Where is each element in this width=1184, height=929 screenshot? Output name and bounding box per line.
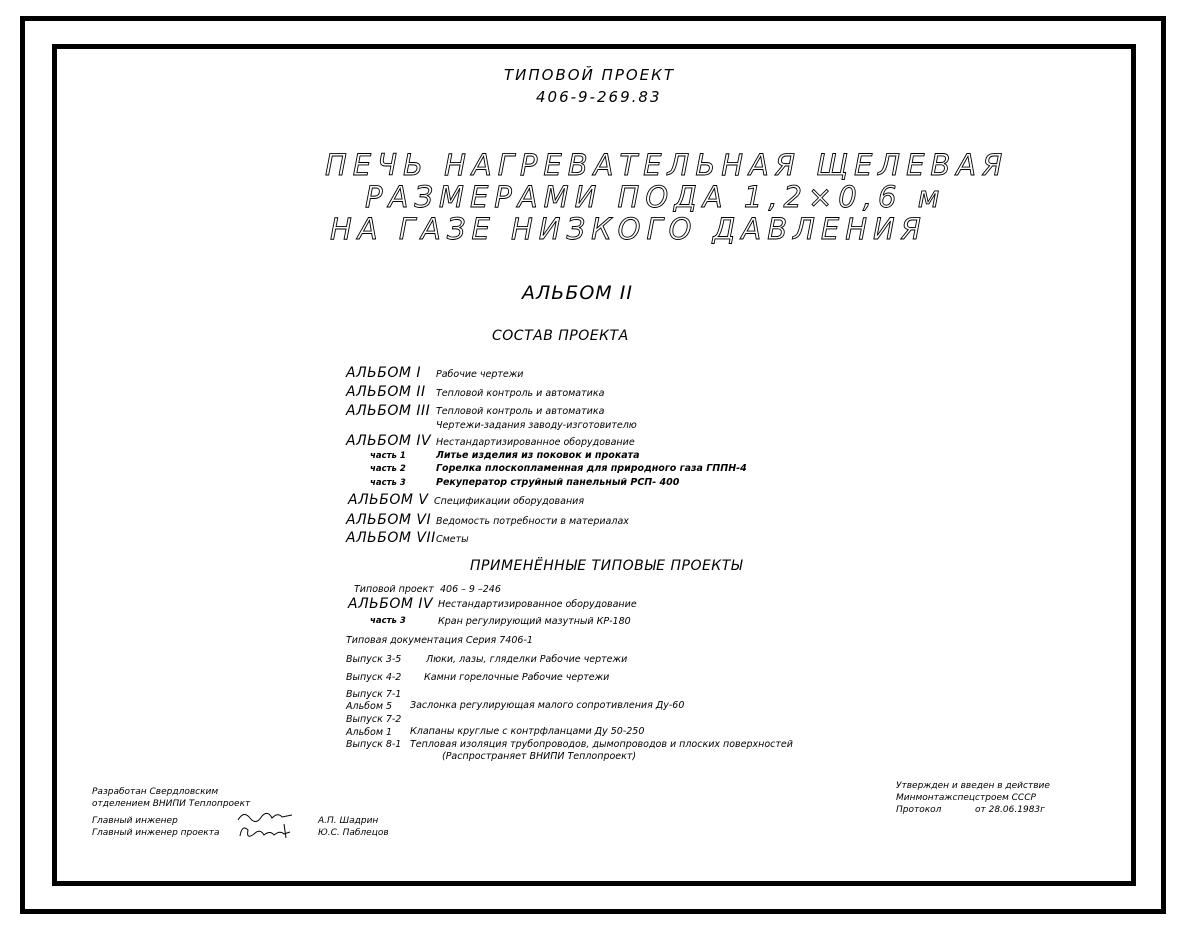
applied-part-label: часть 3 <box>370 616 406 626</box>
issue-8-1: Выпуск 8-1 <box>346 739 402 750</box>
issue-8-1-text: Тепловая изоляция трубопроводов, дымопроводов и плоских поверхностей <box>410 739 793 750</box>
name-chief-engineer: А.П. Шадрин <box>318 816 379 826</box>
applied-typical-label: Типовой проект <box>354 584 434 595</box>
album-5-text: Спецификации оборудования <box>434 496 585 507</box>
album-5-label: АЛЬБОМ V <box>348 492 429 508</box>
issue-3-5-label: Выпуск 3-5 <box>346 654 402 665</box>
applied-heading: ПРИМЕНЁННЫЕ ТИПОВЫЕ ПРОЕКТЫ <box>470 558 743 574</box>
title-line-3: НА ГАЗЕ НИЗКОГО ДАВЛЕНИЯ <box>330 212 927 246</box>
applied-album-text: Нестандартизированное оборудование <box>438 599 637 610</box>
album-4-part-3-label: часть 3 <box>370 478 406 488</box>
album-3-text-2: Чертежи-задания заводу-изготовителю <box>436 420 637 431</box>
album-4-part-3-text: Рекуператор струйный панельный РСП- 400 <box>436 477 680 488</box>
album-4-part-1-label: часть 1 <box>370 451 406 461</box>
distribution-note: (Распространяет ВНИПИ Теплопроект) <box>442 751 637 762</box>
protocol-label: Протокол <box>896 805 942 815</box>
album-5-ref: Альбом 5 <box>346 701 393 712</box>
developed-by-1: Разработан Свердловским <box>92 787 219 797</box>
album-2-label: АЛЬБОМ II <box>346 384 426 400</box>
applied-doc-line: Типовая документация Серия 7406-1 <box>346 635 533 646</box>
album-4-text: Нестандартизированное оборудование <box>436 437 635 448</box>
composition-heading: СОСТАВ ПРОЕКТА <box>492 328 629 344</box>
applied-part-text: Кран регулирующий мазутный КР-180 <box>438 616 631 627</box>
applied-album-label: АЛЬБОМ IV <box>348 596 434 612</box>
album-1-ref-text: Клапаны круглые с контрфланцами Ду 50-250 <box>410 726 645 737</box>
album-3-label: АЛЬБОМ III <box>346 403 431 419</box>
album-heading: АЛЬБОМ II <box>522 282 633 304</box>
approved-line-2: Минмонтажспецстроем СССР <box>896 793 1036 803</box>
album-2-text: Тепловой контроль и автоматика <box>436 388 605 399</box>
issue-7-1: Выпуск 7-1 <box>346 689 402 700</box>
album-4-label: АЛЬБОМ IV <box>346 433 432 449</box>
project-number: 406-9-269.83 <box>536 88 662 106</box>
album-3-text: Тепловой контроль и автоматика <box>436 406 605 417</box>
chief-project-engineer-label: Главный инженер проекта <box>92 828 220 838</box>
name-chief-project-engineer: Ю.С. Паблецов <box>318 828 389 838</box>
protocol-date: от 28.06.1983г <box>975 805 1045 815</box>
chief-engineer-label: Главный инженер <box>92 816 178 826</box>
issue-4-2-label: Выпуск 4-2 <box>346 672 402 683</box>
album-1-text: Рабочие чертежи <box>436 369 524 380</box>
issue-3-5-text: Люки, лазы, гляделки Рабочие чертежи <box>426 654 628 665</box>
signature-chief-project-engineer <box>234 820 300 846</box>
album-7-text: Сметы <box>436 534 469 545</box>
album-7-label: АЛЬБОМ VII <box>346 530 436 546</box>
applied-typical-number: 406 – 9 –246 <box>440 584 501 595</box>
approved-line-1: Утвержден и введен в действие <box>896 781 1050 791</box>
developed-by-2: отделением ВНИПИ Теплопроект <box>92 799 251 809</box>
album-4-part-1-text: Литье изделия из поковок и проката <box>436 450 640 461</box>
album-6-text: Ведомость потребности в материалах <box>436 516 629 527</box>
album-1-ref: Альбом 1 <box>346 727 393 738</box>
album-4-part-2-label: часть 2 <box>370 464 406 474</box>
project-type: ТИПОВОЙ ПРОЕКТ <box>504 66 675 84</box>
title-line-1: ПЕЧЬ НАГРЕВАТЕЛЬНАЯ ЩЕЛЕВАЯ <box>325 148 1009 182</box>
issue-4-2-text: Камни горелочные Рабочие чертежи <box>424 672 610 683</box>
album-4-part-2-text: Горелка плоскопламенная для природного газа ГППН-4 <box>436 463 747 474</box>
issue-7-2: Выпуск 7-2 <box>346 714 402 725</box>
album-5-ref-text: Заслонка регулирующая малого сопротивления Ду-60 <box>410 700 685 711</box>
album-1-label: АЛЬБОМ I <box>346 365 421 381</box>
title-line-2: РАЗМЕРАМИ ПОДА 1,2×0,6 м <box>365 180 946 214</box>
album-6-label: АЛЬБОМ VI <box>346 512 432 528</box>
